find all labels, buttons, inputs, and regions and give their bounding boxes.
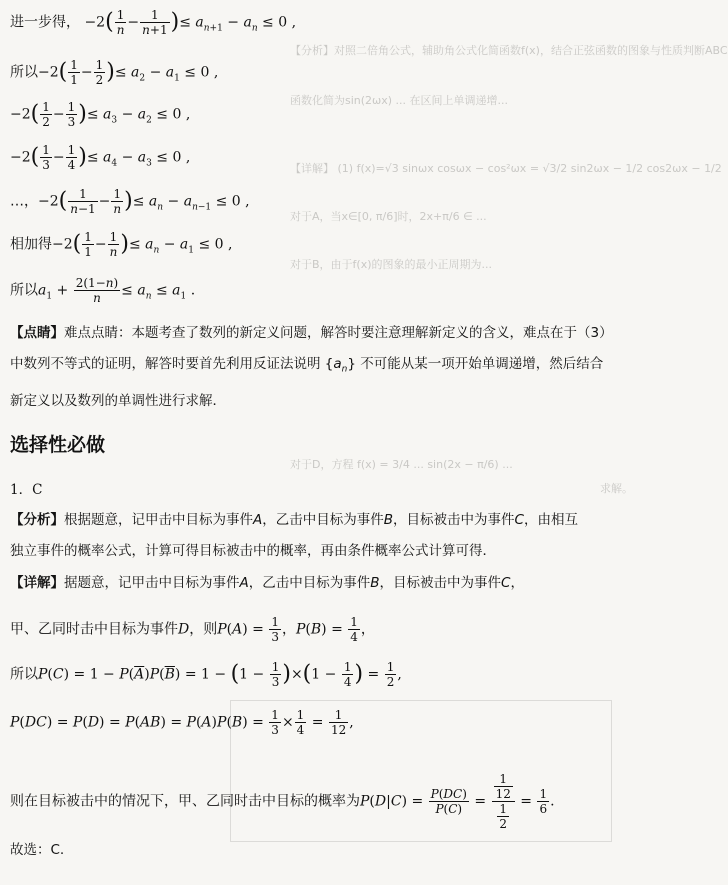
ghost-line: 【分析】对照二倍角公式，辅助角公式化简函数f(x)，结合正弦函数的图象与性质判断ABC (290, 44, 728, 57)
text: 根据题意，记甲击中目标为事件 (64, 512, 253, 528)
text: ，由相互 (523, 512, 578, 528)
detail-paragraph: 【详解】据题意，记甲击中目标为事件A，乙击中目标为事件B，目标被击中为事件C， (10, 575, 524, 591)
text: ，则 (189, 621, 218, 638)
section-title: 选择性必做 (10, 434, 106, 456)
comment-paragraph: 【点睛】难点点睛：本题考查了数列的新定义问题，解答时要注意理解新定义的含义，难点在于（3） 中数列不等式的证明，解答时要首先利用反证法说明 $\{a_n\}$ 不可能从某一项开始单调递增，然后结合 新定义以及数列的单调性进行求解． (10, 325, 613, 409)
derivation-line-6: 相加得−2( $\frac{1}{1}$ − $\frac{1}{n}$ )≤ $a_n - a_1 \le 0$ , (10, 230, 233, 259)
text: 所以 (10, 666, 38, 683)
ghost-line: 函数化简为sin(2ωx) ... 在区间上单调递增... (290, 94, 509, 107)
ghost-line: 对于A，当x∈[0, π/6]时，2x+π/6 ∈ ... (290, 210, 487, 223)
text: 难点点睛：本题考查了数列的新定义问题，解答时要注意理解新定义的含义，难点在于（3） (64, 325, 613, 341)
text: ，目标被击中为事件 (393, 512, 515, 528)
pdc-equation: P(DC) = P(D) = P(AB) = P(A)P(B) = $\frac{1}{3}$ × $\frac{1}{4}$ = $\frac{1}{12}$ , (10, 708, 354, 737)
comment-label: 【点睛】 (10, 325, 64, 341)
text: 据题意，记甲击中目标为事件 (64, 575, 240, 591)
text: ，目标被击中为事件 (379, 575, 502, 591)
derivation-line-2: 所以−2( $\frac{1}{1}$ − $\frac{1}{2}$ )≤ $a_2 - a_1 \le 0$ , (10, 58, 219, 87)
ghost-line: 求解。 (600, 482, 633, 495)
text: ，乙击中目标为事件 (248, 575, 371, 591)
analysis-paragraph: 【分析】根据题意，记甲击中目标为事件A，乙击中目标为事件B，目标被击中为事件C，由相互 独立事件的概率公式，计算可得目标被击中的概率，再由条件概率公式计算可得． (10, 512, 578, 559)
derivation-line-7: 所以$a_1$ + $\frac{2(1-n)}{n}$ ≤ $a_n \le a_1$ . (10, 276, 196, 305)
text: 不可能从某一项开始单调递增，然后结合 (360, 356, 604, 372)
answer-label: 1．C (10, 482, 43, 498)
detail-label: 【详解】 (10, 575, 64, 591)
derivation-line-3: −2( $\frac{1}{2}$ − $\frac{1}{3}$ )≤ $a_3 - a_2 \le 0$ , (10, 100, 191, 129)
derivation-line-1: 进一步得， −2( $\frac{1}{n}$ − $\frac{1}{n+1}$ )≤ $a_{n+1} - a_n \le 0$ , (10, 8, 297, 37)
text: 新定义以及数列的单调性进行求解． (10, 392, 226, 409)
text: 所以 (10, 282, 38, 299)
text: 甲、乙同时击中目标为事件 (10, 621, 178, 638)
final-answer: 故选：C. (10, 842, 65, 858)
derivation-line-5: …，−2( $\frac{1}{n-1}$ − $\frac{1}{n}$ )≤ $a_n - a_{n-1} \le 0$ , (10, 187, 250, 216)
ghost-line: 【详解】 (1) f(x)=√3 sinωx cosωx − cos²ωx = √3/2 sin2ωx − 1/2 cos2ωx − 1/2 (290, 162, 722, 175)
event-definition-line: 甲、乙同时击中目标为事件D，则P(A) = $\frac{1}{3}$ ，P(B) = $\frac{1}{4}$ ， (10, 615, 375, 644)
text: 所以 (10, 64, 38, 81)
analysis-label: 【分析】 (10, 512, 64, 528)
text: 进一步得， (10, 14, 80, 31)
derivation-line-4: −2( $\frac{1}{3}$ − $\frac{1}{4}$ )≤ $a_4 - a_3 \le 0$ , (10, 143, 191, 172)
text: 独立事件的概率公式，计算可得目标被击中的概率，再由条件概率公式计算可得． (10, 543, 496, 559)
text: 相加得 (10, 236, 52, 253)
ghost-line: 对于B，由于f(x)的图象的最小正周期为... (290, 258, 493, 271)
text: 则在目标被击中的情况下，甲、乙同时击中目标的概率为 (10, 793, 360, 810)
pc-equation: 所以$P(C) = 1 - P(\overline{A})P(\overline{B}) = 1 - (1$ − $\frac{1}{3}$ )×(1 − $\frac{1}{4}$ ) = $\frac{1}{2}$ , (10, 660, 402, 689)
ghost-line: 对于D，方程 f(x) = 3/4 ... sin(2x − π/6) ... (290, 458, 513, 471)
text: 中数列不等式的证明，解答时要首先利用反证法说明 (10, 356, 321, 372)
conditional-probability-line: 则在目标被击中的情况下，甲、乙同时击中目标的概率为P(D|C) = $\frac{P(DC)}{P(C)}$ = $\frac{\frac{1}{12}}{\frac{1}{2}}$ = $\frac{1}{6}$ . (10, 772, 555, 831)
text: …， (10, 193, 38, 210)
text: ，乙击中目标为事件 (262, 512, 384, 528)
